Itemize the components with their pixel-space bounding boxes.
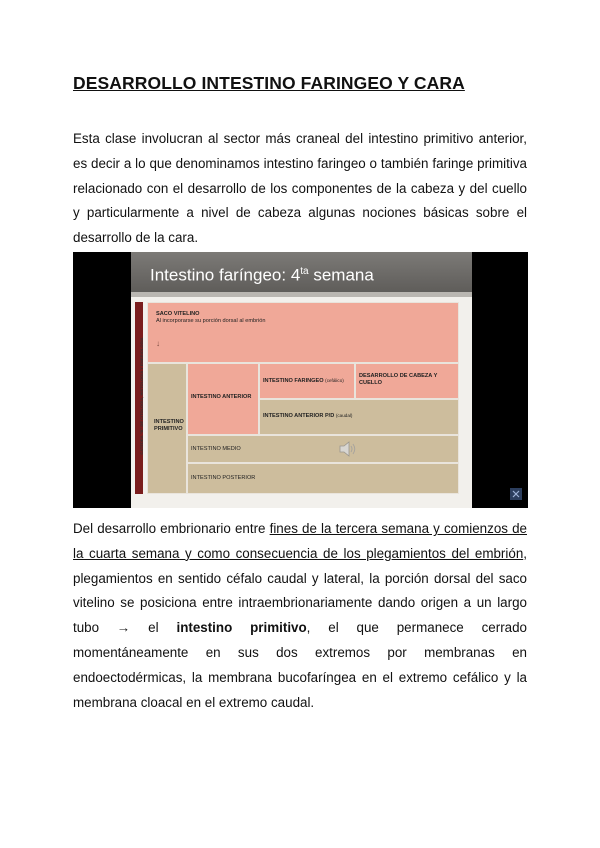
cell-saco-vitelino (147, 302, 459, 363)
antpd-label: INTESTINO ANTERIOR P/D (263, 413, 335, 419)
cell-intestino-primitivo: INTESTINO PRIMITIVO (147, 363, 187, 494)
antpd-note: (caudal) (335, 413, 353, 418)
cell-desarrollo: DESARROLLO DE CABEZA Y CUELLO (355, 363, 459, 399)
slide-title-end: semana (308, 265, 374, 285)
document-title: DESARROLLO INTESTINO FARINGEO Y CARA (73, 73, 465, 93)
speaker-icon[interactable] (338, 440, 358, 458)
cell-intestino-anterior: INTESTINO ANTERIOR (187, 363, 259, 435)
p2-underlined: fines de la tercera semana y comienzos de la cuarta semana y como consecuencia de los plegamientos del embrión (73, 521, 527, 561)
cell-intestino-posterior: INTESTINO POSTERIOR (187, 463, 459, 494)
down-arrow-icon: ↓ (156, 339, 160, 348)
saco-subtitle: Al incorporarse su porción dorsal al embrión (156, 318, 266, 324)
p2-middle: , plegamientos en sentido céfalo caudal y lateral, la porción dorsal del saco vitelino se posiciona entre intraembrionariamente dando origen a un largo tubo → el (73, 545, 527, 636)
side-caption: CATEDRA "B" DE CITOLOGIA, HISTOLOGIA Y EMBRIOLOGIA (139, 337, 144, 455)
media-control-icon[interactable] (510, 488, 522, 500)
slide-title-main: Intestino faríngeo: 4 (150, 265, 301, 285)
faringeo-label: INTESTINO FARINGEO (263, 378, 324, 384)
cell-intestino-anterior-pd (259, 399, 459, 435)
slide-title-sup: ta (300, 266, 309, 277)
p2-suffix: , el que permanece cerrado momentáneamente en sus dos extremos por membranas en endoectodérmicas, la membrana bucofaríngea en el extremo cefálico y la membrana cloacal en el extremo caudal. (73, 620, 527, 710)
cell-intestino-medio: INTESTINO MEDIO (187, 435, 459, 463)
p2-bold-term: intestino primitivo (176, 620, 307, 636)
faringeo-note: (cefálico) (325, 378, 344, 383)
paragraph-intro: Esta clase involucran al sector más craneal del intestino primitivo anterior, es decir a lo que denominamos intestino faringeo o también faringe primitiva relacionado con el desarrollo de los componentes de la cabeza y del cuello y particularmente a nivel de cabeza algunas nociones básicas sobre el desarrollo de la cara. (73, 131, 527, 246)
p2-prefix: Del desarrollo embrionario entre (73, 521, 270, 536)
slide-divider (131, 292, 472, 297)
paragraph-development (73, 517, 527, 715)
slide-image (73, 252, 528, 508)
slide-content (131, 252, 472, 508)
saco-title: SACO VITELINO (156, 311, 200, 317)
cell-intestino-faringeo (259, 363, 355, 399)
slide-title (131, 252, 472, 292)
